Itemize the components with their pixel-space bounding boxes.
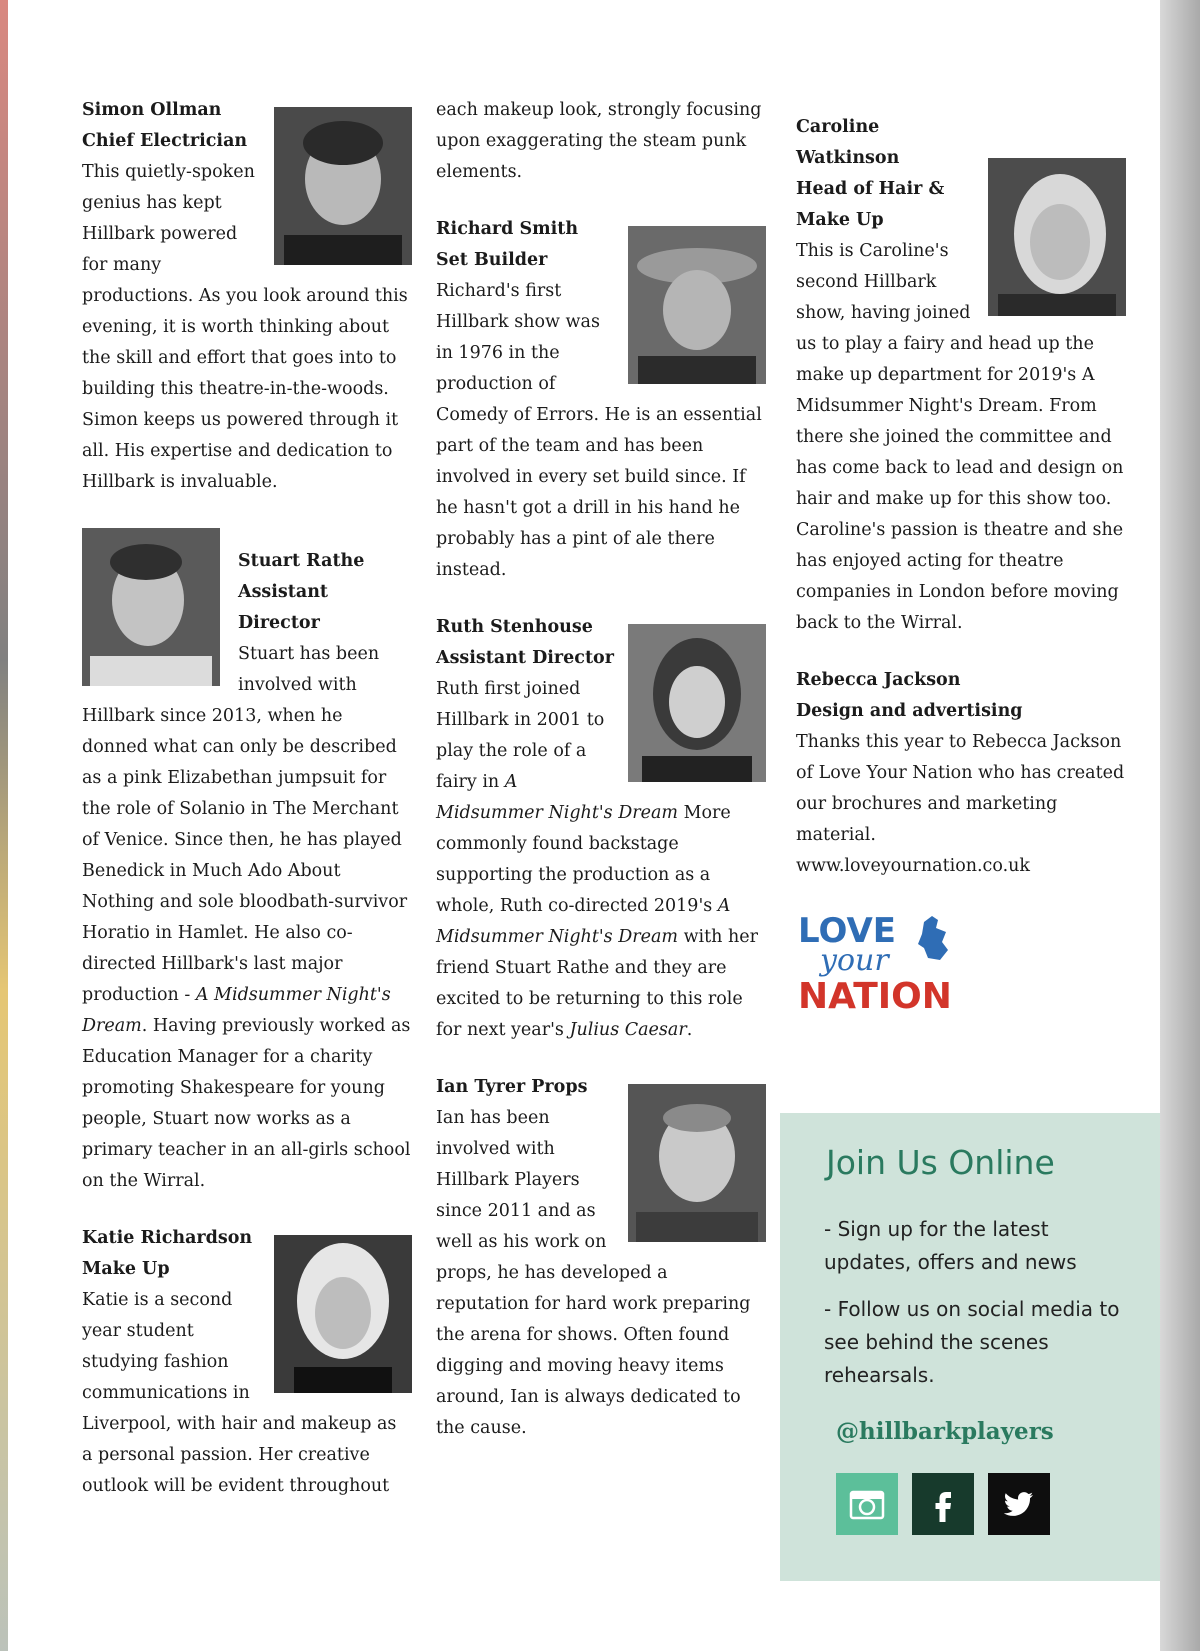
photo-ian	[628, 1084, 766, 1242]
bio-text: Ruth first joined Hillbark in 2001 to play the role of a fairy in	[436, 679, 605, 792]
bio-text: This is Caroline's second Hillbark show, having joined us to play a fairy and head up the make up department for 2019's A Midsummer Night's Dream. From there she joined the committee and has come back to lead and design on hair and make up for this show too. Caroline's passion is theatre and she has enjoyed acting for theatre companies in London before moving back to the Wirral.	[796, 241, 1124, 633]
bio-text-italic: A Midsummer Night's Dream	[436, 772, 678, 823]
photo-katie	[274, 1235, 412, 1393]
photo-richard	[628, 226, 766, 384]
bio-name: Caroline Watkinson	[796, 117, 900, 168]
bio-name: Rebecca Jackson	[796, 670, 961, 690]
bio-name: Stuart Rathe	[238, 551, 365, 571]
photo-ruth	[628, 624, 766, 782]
portrait-image	[274, 107, 412, 265]
bio-role: Design and advertising	[796, 701, 1023, 721]
bio-caroline	[796, 112, 1126, 639]
join-list	[824, 1213, 1124, 1406]
bio-text: Richard's first Hillbark show was in 1976 in the production of Comedy of Errors. He is an essential part of the team and has been involved in every set build since. If he hasn't got a drill in his hand he probably has a pint of ale there instead.	[436, 281, 762, 580]
twitter-icon[interactable]	[988, 1473, 1050, 1535]
photo-simon	[274, 107, 412, 265]
bio-text: with her friend Stuart Rathe and they are excited to be returning to this role for next year's	[436, 927, 758, 1040]
bio-katie-continued	[436, 95, 766, 188]
column-3	[796, 112, 1126, 1018]
bio-role: Assistant Director	[436, 648, 614, 668]
bio-ian	[436, 1072, 766, 1444]
bio-richard	[436, 214, 766, 586]
bio-text: each makeup look, strongly focusing upon exaggerating the steam punk elements.	[436, 100, 762, 182]
bio-stuart	[82, 524, 412, 1197]
bio-role: Set Builder	[436, 250, 548, 270]
portrait-image	[82, 528, 220, 686]
bio-text: .	[686, 1020, 693, 1040]
bio-text-italic: A Midsummer Night's Dream	[436, 896, 731, 947]
photo-stuart	[82, 528, 220, 686]
logo-line-3: NATION	[798, 976, 952, 1017]
column-2	[436, 95, 766, 1470]
bio-text-italic: Julius Caesar	[569, 1020, 687, 1040]
bio-role: Make Up	[82, 1259, 170, 1279]
portrait-image	[628, 226, 766, 384]
bio-name: Simon Ollman	[82, 100, 222, 120]
bio-text: Katie is a second year student studying fashion communications in Liverpool, with hair and makeup as a personal passion. Her creative outlook will be evident throughout	[82, 1290, 397, 1496]
bio-rebecca	[796, 665, 1126, 882]
photo-caroline	[988, 158, 1126, 316]
bio-simon	[82, 95, 412, 498]
bio-role: Chief Electrician	[82, 131, 248, 151]
portrait-image	[274, 1235, 412, 1393]
social-handle[interactable]: @hillbarkplayers	[836, 1418, 1054, 1445]
column-1	[82, 95, 412, 1528]
website-link[interactable]: www.loveyournation.co.uk	[796, 856, 1031, 876]
page-edge	[1160, 0, 1200, 1651]
bio-name: Ian Tyrer Props	[436, 1077, 588, 1097]
bio-name: Richard Smith	[436, 219, 579, 239]
bio-name: Katie Richardson	[82, 1228, 253, 1248]
portrait-image	[628, 1084, 766, 1242]
uk-map-icon	[918, 916, 948, 960]
join-list-item: - Follow us on social media to see behind the scenes rehearsals.	[824, 1297, 1120, 1387]
bio-text-italic: A Midsummer Night's Dream	[82, 985, 391, 1036]
bio-role: Assistant Director	[238, 582, 329, 633]
portrait-image	[988, 158, 1126, 316]
camera-icon[interactable]	[836, 1473, 898, 1535]
bio-ruth	[436, 612, 766, 1046]
join-title: Join Us Online	[826, 1143, 1055, 1182]
join-list-item: - Sign up for the latest updates, offers and news	[824, 1217, 1077, 1274]
logo-line-1: LOVE	[798, 911, 896, 951]
bio-role: Head of Hair & Make Up	[796, 179, 945, 230]
bio-name: Ruth Stenhouse	[436, 617, 593, 637]
logo-line-2: your	[820, 943, 889, 978]
bio-katie	[82, 1223, 412, 1502]
bio-text: This quietly-spoken genius has kept Hillbark powered for many productions. As you look around this evening, it is worth thinking about the skill and effort that goes into to building this theatre-in-the-woods. Simon keeps us powered through it all. His expertise and dedication to Hillbark is invaluable.	[82, 162, 408, 492]
facebook-icon[interactable]	[912, 1473, 974, 1535]
bio-text: Stuart has been involved with Hillbark since 2013, when he donned what can only be described as a pink Elizabethan jumpsuit for the role of Solanio in The Merchant of Venice. Since then, he has played Benedick in Much Ado About Nothing and sole bloodbath-survivor Horatio in Hamlet. He also co-directed Hillbark's last major production -	[82, 644, 408, 1005]
bio-text: Ian has been involved with Hillbark Players since 2011 and as well as his work on props, he has developed a reputation for hard work preparing the arena for shows. Often found digging and moving heavy items around, Ian is always dedicated to the cause.	[436, 1108, 751, 1438]
bio-text: More commonly found backstage supporting the production as a whole, Ruth co-directed 2019's	[436, 803, 731, 916]
love-your-nation-logo	[796, 908, 996, 1018]
bio-text: . Having previously worked as Education Manager for a charity promoting Shakespeare for young people, Stuart now works as a primary teacher in an all-girls school on the Wirral.	[82, 1016, 411, 1191]
join-us-online-panel	[780, 1113, 1160, 1581]
portrait-image	[628, 624, 766, 782]
bio-text: Thanks this year to Rebecca Jackson of Love Your Nation who has created our brochures and marketing material.	[796, 732, 1125, 845]
page-left-strip	[0, 0, 8, 1651]
